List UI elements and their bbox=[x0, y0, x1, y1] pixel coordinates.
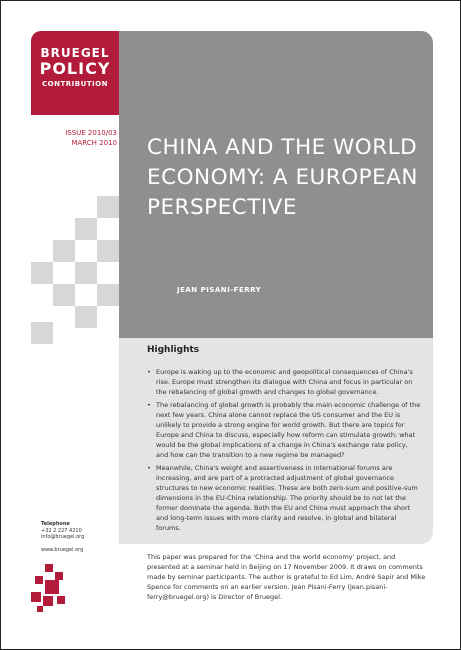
title-line-3: PERSPECTIVE bbox=[147, 195, 297, 220]
contact-web[interactable]: www.bruegel.org bbox=[41, 546, 84, 553]
contact-email[interactable]: info@bruegel.org bbox=[41, 534, 85, 540]
contact-info bbox=[41, 521, 111, 553]
issue-date: MARCH 2010 bbox=[71, 139, 117, 147]
issue-number: ISSUE 2010/03 bbox=[65, 129, 117, 137]
bruegel-logo bbox=[31, 31, 119, 115]
logo-line-3: CONTRIBUTION bbox=[42, 80, 108, 88]
highlight-item bbox=[143, 463, 421, 533]
document-title bbox=[147, 133, 427, 223]
highlight-item bbox=[143, 400, 421, 460]
highlight-text: The rebalancing of global growth is probably the main economic challenge of the next few years. China alone cannot replace the US consumer and the EU is unlikely to provide a strong engine for world growth. But there are topics for Europe and China to discuss, especially how reform can stimulate growth: what would be the global implications of a change in China's exchange rate policy, and how can the transition to a new regime be managed? bbox=[156, 401, 421, 459]
highlight-item bbox=[143, 367, 421, 397]
title-line-2: ECONOMY: A EUROPEAN bbox=[147, 165, 418, 190]
bullet-icon: • bbox=[147, 401, 151, 409]
bullet-icon: • bbox=[147, 368, 151, 376]
bullet-icon: • bbox=[147, 464, 151, 472]
highlight-text: Meanwhile, China's weight and assertiveness in international forums are increasing, and are part of a protracted adjustment of global governance structures to new economic realities. These are both zero-sum and positive-sum dimensions in the EU-China relationship. The priority should be to not let the former dominate the agenda. Both the EU and China must approach the short and long-term issues with more clarity and resolve, in global and bilateral forums. bbox=[156, 464, 418, 532]
contact-phone: +32 2 227 4210 bbox=[41, 527, 82, 534]
footnote: This paper was prepared for the 'China and the world economy' project, and presented at a seminar held in Beijing on 17 November 2009. It draws on comments made by seminar participants. The author is grateful to Ed Lim, André Sapir and Mike Spence for comments on an earlier version. Jean Pisani-Ferry (jean.pisani-ferry@bruegel.org) is Director of Bruegel. bbox=[147, 553, 426, 601]
author-name: JEAN PISANI-FERRY bbox=[177, 286, 262, 294]
bruegel-cubes-icon bbox=[31, 564, 71, 614]
highlight-text: Europe is waking up to the economic and geopolitical consequences of China's rise. Europe must strengthen its dialogue with China and focus in particular on the rebalancing of global growth and changes to global governance. bbox=[156, 368, 413, 396]
logo-line-1: BRUEGEL bbox=[40, 46, 110, 60]
highlights-heading: Highlights bbox=[147, 345, 200, 355]
highlights-list bbox=[143, 367, 421, 536]
contact-label: Telephone bbox=[41, 521, 70, 527]
logo-line-2: POLICY bbox=[39, 59, 111, 78]
decorative-squares bbox=[31, 196, 119, 344]
title-line-1: CHINA AND THE WORLD bbox=[147, 135, 418, 160]
